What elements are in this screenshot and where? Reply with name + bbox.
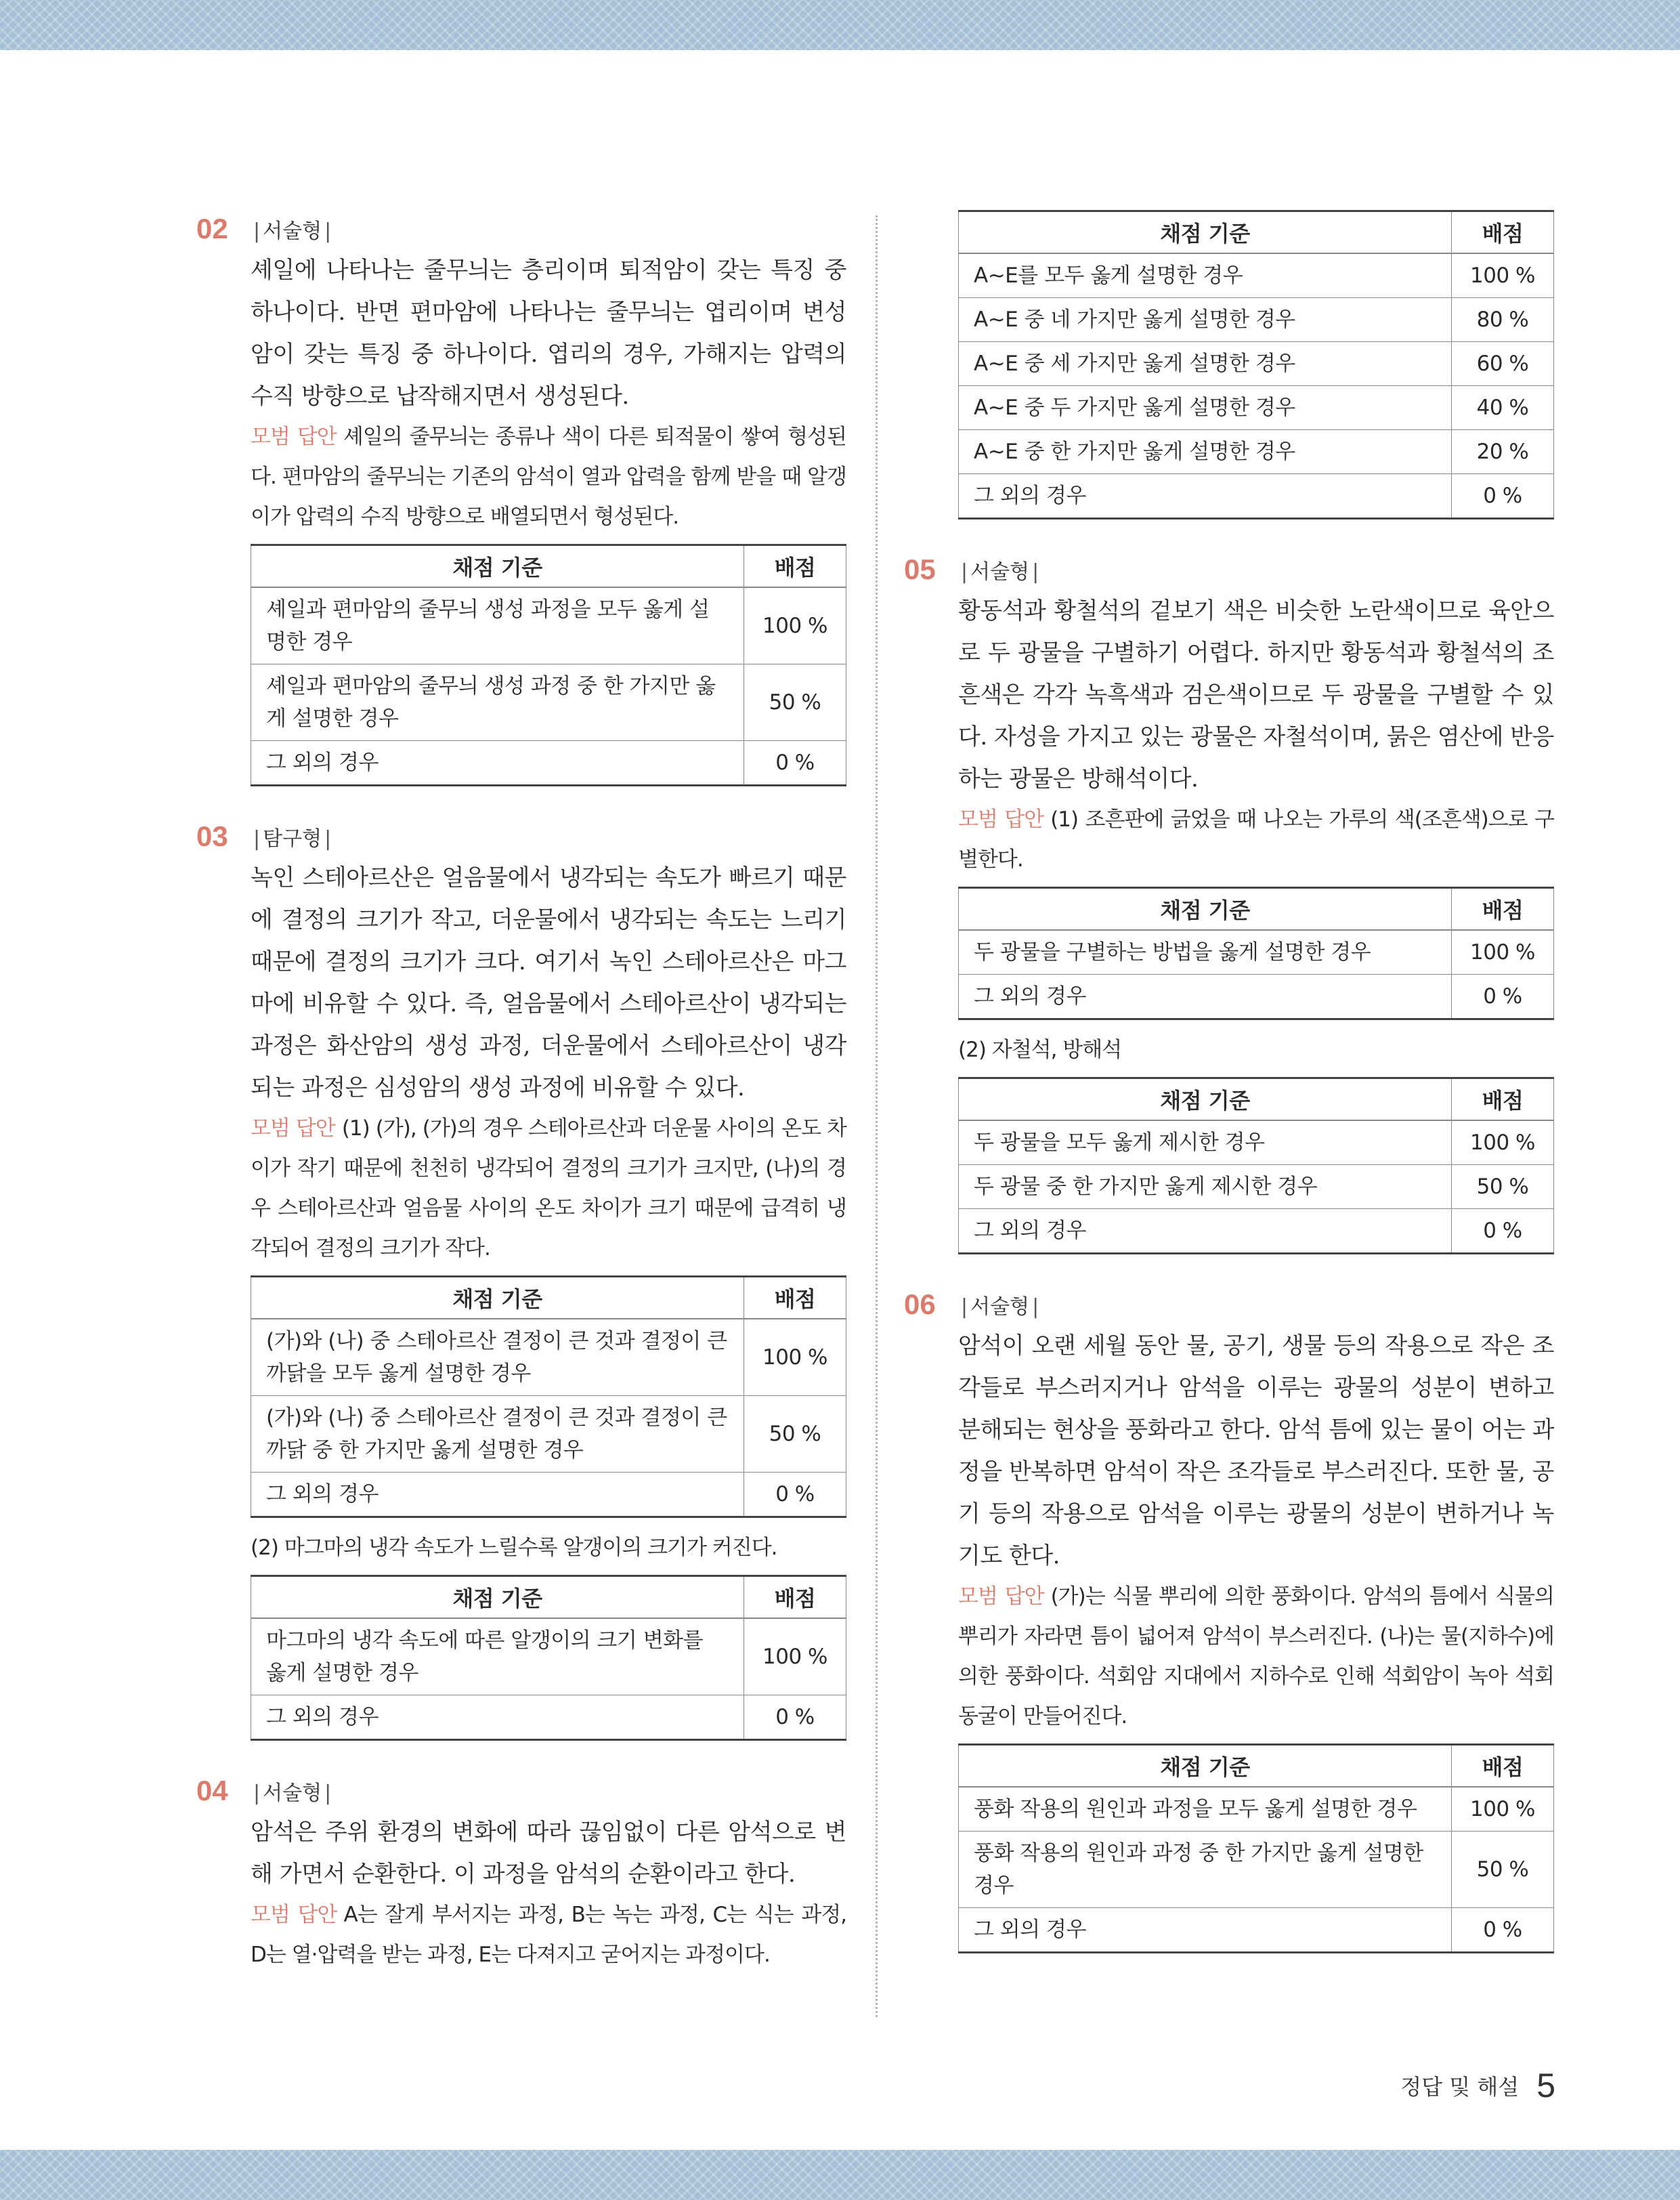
table-row: A~E 중 한 가지만 옳게 설명한 경우 20 % xyxy=(959,430,1554,474)
question-type: | 탐구형 | xyxy=(253,827,332,851)
table-row: A~E 중 세 가지만 옳게 설명한 경우 60 % xyxy=(959,342,1554,386)
page-number: 5 xyxy=(1536,2067,1555,2104)
table-row: 마그마의 냉각 속도에 따른 알갱이의 크기 변화를 옳게 설명한 경우 100 % xyxy=(251,1618,846,1695)
table-row: 풍화 작용의 원인과 과정을 모두 옳게 설명한 경우 100 % xyxy=(959,1787,1554,1832)
table-row: 그 외의 경우 0 % xyxy=(959,975,1554,1019)
model-answer-label: 모범 답안 xyxy=(251,1903,337,1927)
scoring-table-2: 채점 기준 배점 마그마의 냉각 속도에 따른 알갱이의 크기 변화를 옳게 설명한 경우 100 % 그 외의 경우 0 % xyxy=(251,1575,846,1741)
question-06 xyxy=(904,1284,1554,1953)
answer-part-2: (2) 자철석, 방해석 xyxy=(958,1038,1122,1062)
question-04-table-continued xyxy=(958,210,1554,520)
question-05 xyxy=(904,549,1554,1254)
page-footer xyxy=(1400,2066,1555,2105)
table-row: A~E 중 네 가지만 옳게 설명한 경우 80 % xyxy=(959,298,1554,342)
explanation-text: 황동석과 황철석의 겉보기 색은 비슷한 노란색이므로 육안으로 두 광물을 구별하기 어렵다. 하지만 황동석과 황철석의 조흔색은 각각 녹흑색과 검은색이므로 두 광물을 구별할 수 있다. 자성을 가지고 있는 광물은 자철석이며, 묽은 염산에 반응하는 광물은 방해석이다. xyxy=(958,597,1554,792)
table-row: (가)와 (나) 중 스테아르산 결정이 큰 것과 결정이 큰 까닭을 모두 옳게 설명한 경우 100 % xyxy=(251,1319,846,1396)
table-row: 두 광물을 모두 옳게 제시한 경우 100 % xyxy=(959,1120,1554,1165)
question-number: 04 xyxy=(196,1775,228,1806)
question-type: | 서술형 | xyxy=(253,219,332,243)
scoring-table: 채점 기준 배점 풍화 작용의 원인과 과정을 모두 옳게 설명한 경우 100 % 풍화 작용의 원인과 과정 중 한 가지만 옳게 설명한 경우 50 % 그 외의 경우 0 % xyxy=(958,1743,1554,1953)
question-type: | 서술형 | xyxy=(253,1781,332,1805)
model-answer-label: 모범 답안 xyxy=(958,1584,1044,1609)
question-number: 05 xyxy=(904,553,936,585)
bottom-decorative-band xyxy=(0,2150,1680,2200)
question-type: | 서술형 | xyxy=(961,1295,1039,1319)
table-row: 그 외의 경우 0 % xyxy=(959,474,1554,519)
answer-part-2: (2) 마그마의 냉각 속도가 느릴수록 알갱이의 크기가 커진다. xyxy=(251,1536,777,1560)
explanation-text: 암석은 주위 환경의 변화에 따라 끊임없이 다른 암석으로 변해 가면서 순환한다. 이 과정을 암석의 순환이라고 한다. xyxy=(251,1819,846,1888)
explanation-text: 녹인 스테아르산은 얼음물에서 냉각되는 속도가 빠르기 때문에 결정의 크기가 작고, 더운물에서 냉각되는 속도는 느리기 때문에 결정의 크기가 크다. 여기서 녹인 스테아르산은 마그마에 비유할 수 있다. 즉, 얼음물에서 스테아르산이 냉각되는 과정은 화산암의 생성 과정, 더운물에서 스테아르산이 냉각되는 과정은 심성암의 생성 과정에 비유할 수 있다. xyxy=(251,864,846,1101)
table-row: 셰일과 편마암의 줄무늬 생성 과정을 모두 옳게 설명한 경우 100 % xyxy=(251,587,846,664)
question-type: | 서술형 | xyxy=(961,560,1039,584)
table-row: A~E를 모두 옳게 설명한 경우 100 % xyxy=(959,253,1554,298)
table-row: 두 광물 중 한 가지만 옳게 제시한 경우 50 % xyxy=(959,1165,1554,1209)
model-answer-label: 모범 답안 xyxy=(251,425,337,449)
model-answer: 모범 답안 (가)는 식물 뿌리에 의한 풍화이다. 암석의 틈에서 식물의 뿌리가 자라면 틈이 넓어져 암석이 부스러진다. (나)는 물(지하수)에 의한 풍화이다. 석회암 지대에서 지하수로 인해 석회암이 녹아 석회 동굴이 만들어진다. xyxy=(958,1584,1554,1729)
table-row: 그 외의 경우 0 % xyxy=(959,1908,1554,1953)
question-number: 06 xyxy=(904,1288,936,1320)
question-04 xyxy=(196,1771,846,1975)
explanation-text: 암석이 오랜 세월 동안 물, 공기, 생물 등의 작용으로 작은 조각들로 부스러지거나 암석을 이루는 광물의 성분이 변하고 분해되는 현상을 풍화라고 한다. 암석 틈에 있는 물이 어는 과정을 반복하면 암석이 작은 조각들로 부스러진다. 또한 물, 공기 등의 작용으로 암석을 이루는 광물의 성분이 변하거나 녹기도 한다. xyxy=(958,1332,1554,1569)
model-answer: 모범 답안 A는 잘게 부서지는 과정, B는 녹는 과정, C는 식는 과정, D는 열·압력을 받는 과정, E는 다져지고 굳어지는 과정이다. xyxy=(251,1903,847,1967)
scoring-table-2: 채점 기준 배점 두 광물을 모두 옳게 제시한 경우 100 % 두 광물 중 한 가지만 옳게 제시한 경우 50 % 그 외의 경우 0 % xyxy=(958,1077,1554,1254)
footer-title: 정답 및 해설 xyxy=(1400,2074,1520,2100)
table-row: 그 외의 경우 0 % xyxy=(251,1695,846,1740)
table-row: (가)와 (나) 중 스테아르산 결정이 큰 것과 결정이 큰 까닭 중 한 가지만 옳게 설명한 경우 50 % xyxy=(251,1396,846,1473)
model-answer: 모범 답안 (1) (가), (가)의 경우 스테아르산과 더운물 사이의 온도 차이가 작기 때문에 천천히 냉각되어 결정의 크기가 크지만, (나)의 경우 스테아르산과 얼음물 사이의 온도 차이가 크기 때문에 급격히 냉각되어 결정의 크기가 작다. xyxy=(251,1116,846,1261)
right-column xyxy=(904,210,1554,1963)
question-number: 02 xyxy=(196,213,228,245)
scoring-table: 채점 기준 배점 A~E를 모두 옳게 설명한 경우 100 % A~E 중 네 가지만 옳게 설명한 경우 80 % A~E 중 세 가지만 옳게 설명한 경우 60 % A~E 중 두 가지만 옳게 설명한 경우 40 % A~E 중 한 가지만 옳게 설명한 경우 20 % 그 외의 경우 0 % xyxy=(958,210,1554,520)
model-answer: 모범 답안 (1) 조흔판에 긁었을 때 나오는 가루의 색(조흔색)으로 구별한다. xyxy=(958,807,1555,872)
table-row: 셰일과 편마암의 줄무늬 생성 과정 중 한 가지만 옳게 설명한 경우 50 % xyxy=(251,664,846,741)
model-answer-label: 모범 답안 xyxy=(958,807,1044,832)
top-decorative-band xyxy=(0,0,1680,50)
question-02 xyxy=(196,209,846,786)
scoring-table: 채점 기준 배점 셰일과 편마암의 줄무늬 생성 과정을 모두 옳게 설명한 경우 100 % 셰일과 편마암의 줄무늬 생성 과정 중 한 가지만 옳게 설명한 경우 50 % 그 외의 경우 0 % xyxy=(251,544,846,786)
question-03 xyxy=(196,816,846,1741)
table-row: 그 외의 경우 0 % xyxy=(959,1209,1554,1254)
table-row: 그 외의 경우 0 % xyxy=(251,741,846,786)
table-row: 그 외의 경우 0 % xyxy=(251,1473,846,1517)
table-row: 두 광물을 구별하는 방법을 옳게 설명한 경우 100 % xyxy=(959,930,1554,975)
table-row: A~E 중 두 가지만 옳게 설명한 경우 40 % xyxy=(959,386,1554,430)
left-column xyxy=(196,209,846,1975)
scoring-table-1: 채점 기준 배점 (가)와 (나) 중 스테아르산 결정이 큰 것과 결정이 큰 까닭을 모두 옳게 설명한 경우 100 % (가)와 (나) 중 스테아르산 결정이 큰 것과 결정이 큰 까닭 중 한 가지만 옳게 설명한 경우 50 % 그 외의 경우 0 % xyxy=(251,1275,846,1518)
explanation-text: 셰일에 나타나는 줄무늬는 층리이며 퇴적암이 갖는 특징 중 하나이다. 반면 편마암에 나타나는 줄무늬는 엽리이며 변성암이 갖는 특징 중 하나이다. 엽리의 경우, 가해지는 압력의 수직 방향으로 납작해지면서 생성된다. xyxy=(251,257,846,410)
model-answer-label: 모범 답안 xyxy=(251,1116,335,1141)
column-divider xyxy=(876,215,878,2017)
model-answer: 모범 답안 셰일의 줄무늬는 종류나 색이 다른 퇴적물이 쌓여 형성된다. 편마암의 줄무늬는 기존의 암석이 열과 압력을 함께 받을 때 알갱이가 압력의 수직 방향으로 배열되면서 형성된다. xyxy=(251,425,846,529)
scoring-table-1: 채점 기준 배점 두 광물을 구별하는 방법을 옳게 설명한 경우 100 % 그 외의 경우 0 % xyxy=(958,887,1554,1020)
question-number: 03 xyxy=(196,820,228,852)
table-row: 풍화 작용의 원인과 과정 중 한 가지만 옳게 설명한 경우 50 % xyxy=(959,1832,1554,1908)
